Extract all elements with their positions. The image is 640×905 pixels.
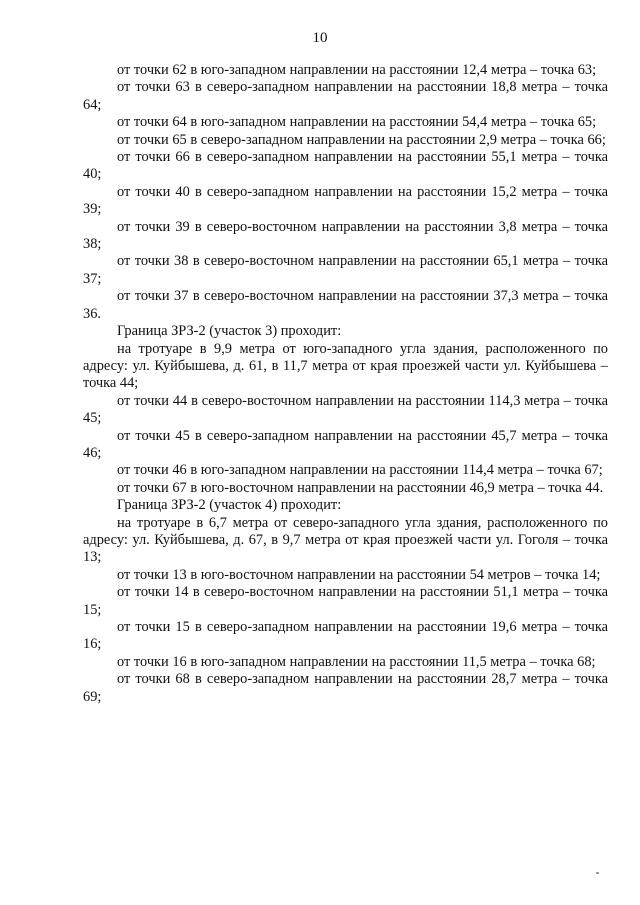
boundary-item: от точки 63 в северо-западном направлении на расстоянии 18,8 метра – точка 64; <box>83 79 608 113</box>
boundary-item: от точки 15 в северо-западном направлении на расстоянии 19,6 метра – точка 16; <box>83 619 608 653</box>
boundary-item: от точки 40 в северо-западном направлении на расстоянии 15,2 метра – точка 39; <box>83 183 608 218</box>
section-heading: Граница ЗРЗ-2 (участок 3) проходит: <box>117 323 342 340</box>
boundary-item: на тротуаре в 6,7 метра от северо-западного угла здания, расположенного по адресу: ул. Куйбышева, д. 67, в 9,7 метра от края проезжей части ул. Гоголя – точка 13; <box>83 514 608 566</box>
boundary-item: от точки 67 в юго-восточном направлении на расстоянии 46,9 метра – точка 44. <box>117 479 604 496</box>
boundary-item: от точки 14 в северо-восточном направлении на расстоянии 51,1 метра – точка 15; <box>83 584 608 618</box>
boundary-item: от точки 66 в северо-западном направлении на расстоянии 55,1 метра – точка 40; <box>83 149 608 183</box>
boundary-item: на тротуаре в 9,9 метра от юго-западного угла здания, расположенного по адресу: ул. Куйбышева, д. 61, в 11,7 метра от края проезжей части ул. Куйбышева – точка 44; <box>83 340 608 392</box>
boundary-item: от точки 46 в юго-западном направлении на расстоянии 114,4 метра – точка 67; <box>117 462 603 479</box>
boundary-item: от точки 37 в северо-восточном направлении на расстоянии 37,3 метра – точка 36. <box>83 288 608 322</box>
document-body <box>83 62 608 706</box>
boundary-item: от точки 68 в северо-западном направлении на расстоянии 28,7 метра – точка 69; <box>83 671 608 705</box>
section-heading: Граница ЗРЗ-2 (участок 4) проходит: <box>117 497 342 514</box>
boundary-item: от точки 65 в северо-западном направлении на расстоянии 2,9 метра – точка 66; <box>117 131 606 148</box>
boundary-item: от точки 38 в северо-восточном направлении на расстоянии 65,1 метра – точка 37; <box>83 253 608 287</box>
boundary-item: от точки 39 в северо-восточном направлении на расстоянии 3,8 метра – точка 38; <box>83 218 608 253</box>
boundary-item: от точки 13 в юго-восточном направлении на расстоянии 54 метров – точка 14; <box>117 566 601 583</box>
boundary-item: от точки 16 в юго-западном направлении на расстоянии 11,5 метра – точка 68; <box>117 653 596 670</box>
boundary-item: от точки 64 в юго-западном направлении на расстоянии 54,4 метра – точка 65; <box>117 114 597 131</box>
page-number: 10 <box>312 30 328 46</box>
boundary-item: от точки 62 в юго-западном направлении на расстоянии 12,4 метра – точка 63; <box>117 62 597 78</box>
boundary-item: от точки 44 в северо-восточном направлении на расстоянии 114,3 метра – точка 45; <box>83 392 608 427</box>
boundary-item: от точки 45 в северо-западном направлении на расстоянии 45,7 метра – точка 46; <box>83 427 608 461</box>
scan-speck <box>596 872 599 874</box>
